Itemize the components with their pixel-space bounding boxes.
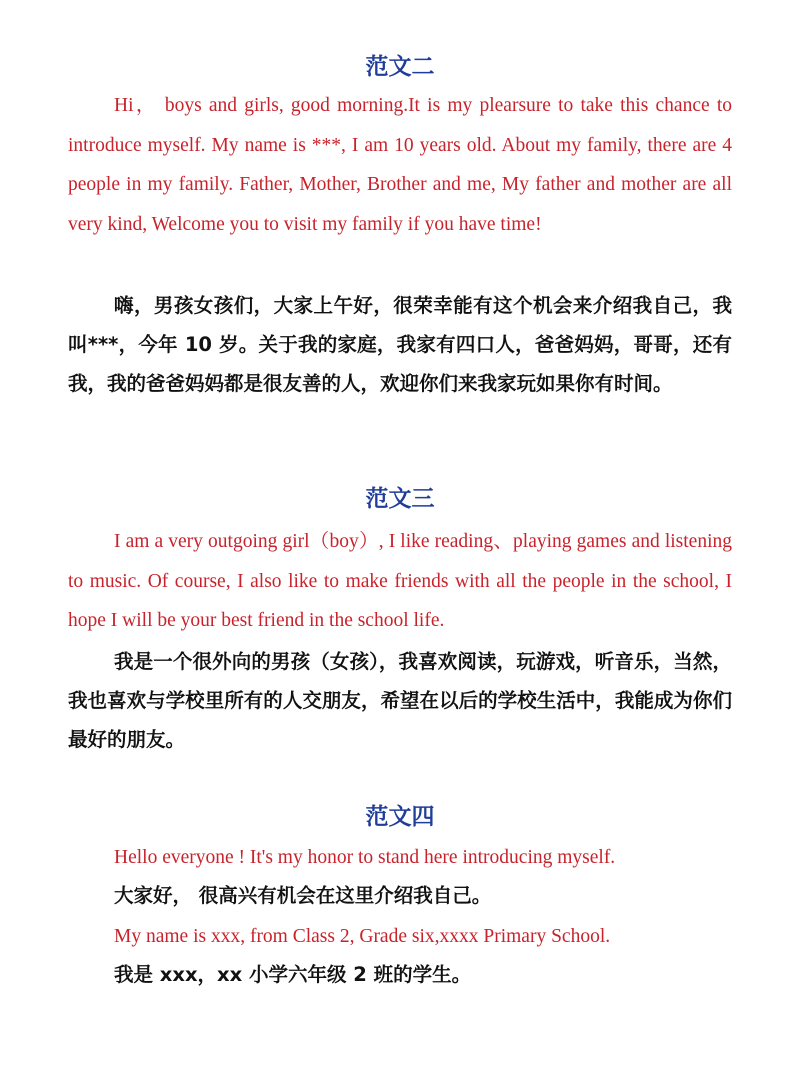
section-heading-4: 范文四 [365, 803, 435, 830]
english-line-2: My name is xxx, from Class 2, Grade six,xxxx Primary School. [114, 926, 611, 947]
chinese-paragraph-2: 嗨，男孩女孩们，大家上午好，很荣幸能有这个机会来介绍我自己，我叫***，今年 10 岁。关于我的家庭，我家有四口人，爸爸妈妈，哥哥，还有我，我的爸爸妈妈都是很友善的人，欢迎你们来我家玩如果你有时间。 [68, 294, 732, 395]
chinese-line-1: 大家好， 很高兴有机会在这里介绍我自己。 [114, 884, 492, 907]
section-heading-2: 范文二 [365, 53, 435, 80]
chinese-line-2: 我是 xxx，xx 小学六年级 2 班的学生。 [114, 963, 472, 986]
english-line-1: Hello everyone ! It's my honor to stand here introducing myself. [114, 847, 616, 868]
section-heading-3: 范文三 [365, 485, 435, 512]
chinese-paragraph-3: 我是一个很外向的男孩（女孩），我喜欢阅读，玩游戏，听音乐，当然，我也喜欢与学校里所有的人交朋友，希望在以后的学校生活中，我能成为你们最好的朋友。 [68, 650, 732, 751]
english-paragraph-3: I am a very outgoing girl（boy）, I like reading、playing games and listening to music. Of course, I also like to make friends with all the people in the school, I hope I will be your best friend in the school life. [68, 531, 732, 631]
english-paragraph-2: Hi， boys and girls, good morning.It is my plearsure to take this chance to introduce myself. My name is ***, I am 10 years old. About my family, there are 4 people in my family. Father, Mother, Brother and me, My father and mother are all very kind, Welcome you to visit my family if you have time! [68, 95, 732, 235]
